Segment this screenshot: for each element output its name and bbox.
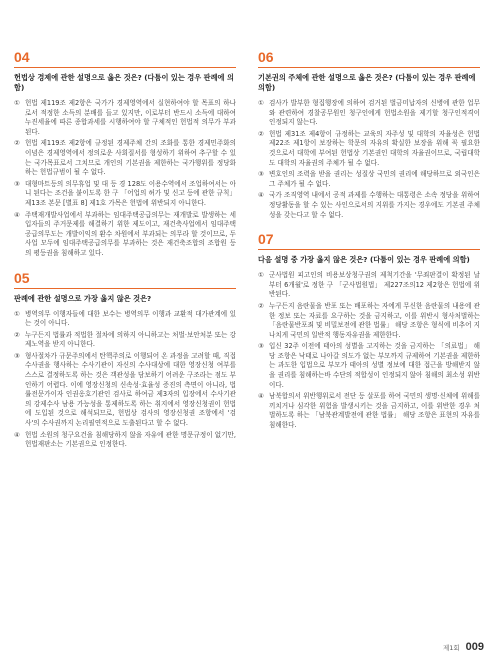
option-marker: ②: [258, 129, 264, 138]
option-text: 헌법 제119조 제2항은 국가가 경제영역에서 실현하여야 할 목표의 하나로서 적정한 소득의 분배를 들고 있지만, 이로부터 반드시 소득에 대하여 누진세율에 따른 종합과세를 시행하여야 할 구체적인 헌법적 의무가 부과된다.: [25, 99, 236, 136]
question-number: 06: [258, 49, 274, 65]
option-text: 입신 32주 이전에 태아의 성별을 고지하는 것을 금지하는 「의료법」 해당 조항은 낙태로 나아갈 의도가 없는 부모까지 규제하여 기본권을 제한하는 과도한 입법으로 부모가 태아의 성별 정보에 대한 접근을 방해받지 않을 권리를 침해하는바 수단의 적합성이 인정되지 않아 침해의 최소성 위반이다.: [269, 342, 480, 389]
question-06: [258, 50, 480, 220]
answer-option[interactable]: [258, 302, 480, 340]
answer-option[interactable]: [14, 331, 236, 350]
answer-option[interactable]: [14, 99, 236, 137]
right-column: [258, 50, 480, 443]
question-divider: [258, 67, 480, 68]
question-04: [14, 50, 236, 259]
option-marker: ③: [258, 342, 264, 351]
answer-option[interactable]: [258, 191, 480, 220]
option-text: 검사가 발부한 형집행장에 의하여 검거된 벌금미납자의 신병에 관한 업무와 관련하여 경찰공무원인 청구인에게 헌법소원을 제기할 청구인적격이 인정되지 않는다.: [269, 99, 480, 127]
option-marker: ②: [14, 139, 20, 148]
question-stem: 기본권의 주체에 관한 설명으로 옳은 것은? (다툼이 있는 경우 판례에 의함): [258, 73, 476, 92]
option-marker: ②: [258, 301, 264, 310]
option-text: 군사법원 피고인의 비용보상청구권의 제척기간을 '무죄판결이 확정된 날부터 6개월'로 정한 구 「군사법원법」 제227조의12 제2항은 헌법에 위반된다.: [269, 271, 480, 299]
option-marker: ②: [14, 330, 20, 339]
question-divider: [258, 249, 480, 250]
question-stem: 다음 설명 중 가장 옳지 않은 것은? (다툼이 있는 경우 판례에 의함): [258, 255, 470, 265]
question-number: 07: [258, 231, 274, 248]
option-marker: ④: [14, 430, 20, 439]
question-05: [14, 271, 236, 450]
exam-round-label: 제1회: [442, 644, 460, 652]
answer-option[interactable]: [14, 180, 236, 209]
question-stem: 판례에 관한 설명으로 가장 옳지 않은 것은?: [14, 293, 152, 303]
option-text: 병역의무 이행자들에 대한 보수는 병역의무 이행과 교환적 대가관계에 있는 것이 아니다.: [25, 309, 236, 328]
answer-option[interactable]: [14, 352, 236, 429]
option-text: 누구든지 법률과 적법한 절차에 의하지 아니하고는 처벌·보안처분 또는 강제노역을 받지 아니한다.: [25, 330, 236, 349]
page-number: 009: [465, 641, 484, 653]
page-footer: [443, 641, 484, 653]
option-text: 주택재개발사업에서 부과하는 임대주택공급의무는 재개발로 발생하는 세입자들의 주거문제를 해결하기 위한 제도이고, 재건축사업에서 임대주택공급의무도는 개발이익의 환수 차원에서 부과되는 의무라 할 것이므로, 두 사업 모두에 임대주택공급의무를 부과하는 것은 재건축조합의 조합원 등의 평등권을 침해하고 있다.: [25, 210, 236, 257]
option-marker: ④: [258, 191, 264, 200]
option-marker: ①: [14, 309, 20, 318]
answer-option[interactable]: [258, 170, 480, 189]
option-marker: ①: [258, 99, 264, 107]
question-divider: [14, 288, 236, 289]
question-stem: 헌법상 경제에 관한 설명으로 옳은 것은? (다툼이 있는 경우 판례에 의함): [14, 73, 234, 92]
answer-option[interactable]: [14, 211, 236, 259]
answer-option[interactable]: [14, 310, 236, 329]
option-text: 변호인의 조력을 받을 권리는 성질상 국민의 권리에 해당하므로 외국인은 그 주체가 될 수 없다.: [269, 170, 480, 188]
option-marker: ①: [14, 99, 20, 107]
question-divider: [14, 67, 236, 68]
option-text: 헌법 소원의 청구요건을 침해당하지 않을 자유에 관한 명문규정이 없기만, 헌법재판소는 기본권으로 인정한다.: [25, 430, 236, 449]
option-marker: ③: [14, 179, 20, 188]
option-marker: ④: [258, 392, 264, 401]
option-text: 대형마트등의 의무휴업 및 대 등 경 128도 이용수역에서 조업하여서는 아니 된다는 조건을 붙이도록 한 구 「어업의 허가 및 신고 등에 관한 규칙」 제13조 본문 [별표 8] 제1호 가목은 헌법에 위반되지 아니한다.: [25, 179, 236, 207]
question-07: [258, 232, 480, 431]
answer-option[interactable]: [14, 139, 236, 177]
answer-option[interactable]: [258, 130, 480, 168]
answer-option[interactable]: [258, 342, 480, 390]
option-marker: ③: [258, 170, 264, 179]
left-column: [14, 50, 236, 462]
option-text: 형사절차가 규문주의에서 탄핵주의로 이행되어 온 과정을 고려할 때, 직접 수사권을 행사하는 수사기관이 자신의 수사대상에 대한 영장신청 여부를 스스로 결정하도록 하는 것은 객관성을 담보하기 어려운 구조라는 점도 부인하기 어렵다. 이에 영장신청의 신속성·효율성 증진의 측면이 아니라, 법률전문가이자 인권옹호기관인 검사로 하여금 제3자의 입장에서 수사기관의 강제수사 남용 가능성을 통제하도록 하는 취지에서 영장신청권이 헌법에 도입된 것으로 해석되므로, 헌법상 검사의 영장신청권 조항에서 '검사'의 수사권까지 논리필연적으로 도출된다고 할 수 없다.: [25, 351, 236, 428]
answer-option[interactable]: [258, 392, 480, 430]
answer-option[interactable]: [258, 271, 480, 300]
option-text: 국가 조직영역 내에서 공적 과제를 수행하는 대통령은 소속 정당을 위하여 정당활동을 할 수 있는 사인으로서의 지위를 가지는 경우에도 기본권 주체성을 갖는다고 할 수 없다.: [269, 191, 480, 219]
option-text: 남북합의서 위반행위로서 전단 등 살포를 하여 국민의 생명·신체에 위해를 끼치거나 심각한 위험을 발생시키는 것을 금지하고, 이를 위반한 경우 처벌하도록 하는 「남북관계발전에 관한 법률」 해당 조항은 표현의 자유를 침해한다.: [269, 392, 480, 430]
option-marker: ④: [14, 210, 20, 219]
answer-option[interactable]: [258, 99, 480, 128]
answer-option[interactable]: [14, 431, 236, 450]
question-number: 04: [14, 49, 30, 65]
question-number: 05: [14, 269, 30, 286]
option-marker: ①: [258, 271, 264, 280]
option-text: 누구든지 음란물을 반포 또는 배포하는 자에게 무신한 음란물의 내용에 관한 정보 또는 자료를 요구하는 것을 금지하고, 이를 위반시 형사처벌하는 「음란물반포죄 및 비밀보전에 관한 법률」 해당 조항은 형식에 비추어 지나치게 국민의 일반적 행동자유권을 제한한다.: [269, 301, 480, 339]
option-marker: ③: [14, 351, 20, 360]
option-text: 헌법 제31조 제4항이 규정하는 교육의 자주성 및 대학의 자율성은 헌법 제22조 제1항이 보장하는 학문의 자유의 확실한 보장을 위해 꼭 필요한 것으로서 대학에 부여된 헌법상 기본권인 대학의 자율권이므로, 국립대학도 대학의 자율권의 주체가 될 수 없다.: [269, 129, 480, 167]
option-text: 헌법 제119조 제2항에 규정된 경제주체 간의 조화를 통한 경제민주화의 이념은 경제영역에서 정의로운 사회질서를 형성하기 위하여 추구할 수 있는 국가목표로서 그치므로 개인의 기본권을 제한하는 국가행위를 정당화하는 헌법규범이 될 수 없다.: [25, 139, 236, 177]
